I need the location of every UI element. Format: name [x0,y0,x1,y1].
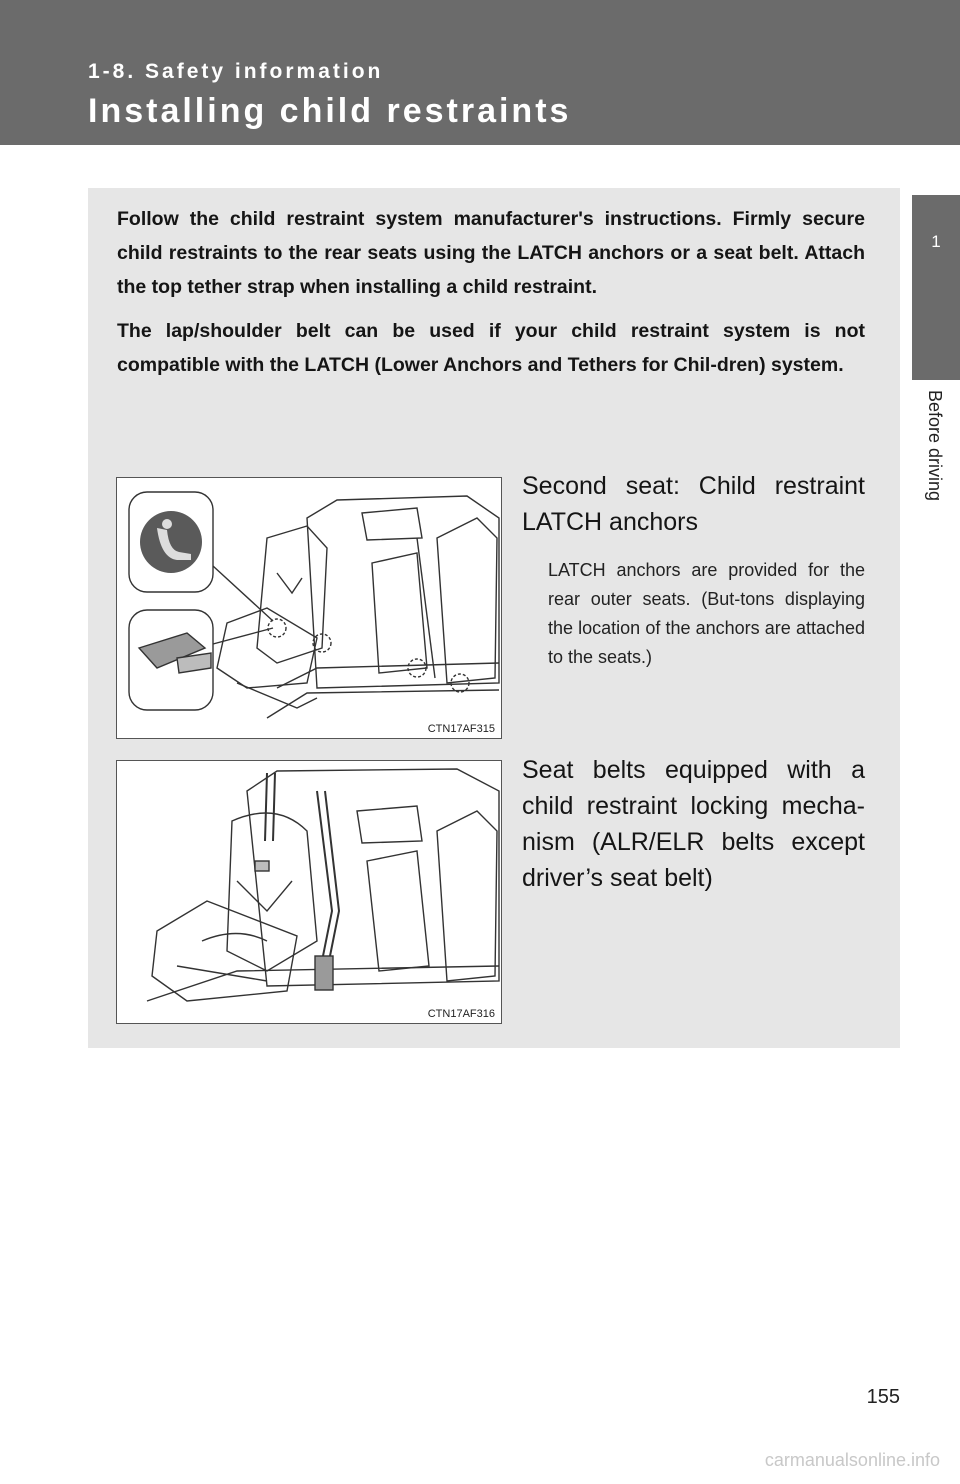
seat-belt-heading: Seat belts equipped with a child restraint locking mecha-nism (ALR/ELR belts except driver’s seat belt) [522,756,865,892]
intro-paragraph-2: The lap/shoulder belt can be used if your child restraint system is not compatible with the LATCH (Lower Anchors and Tethers for Chil-dren) system. [117,320,865,376]
page-number: 155 [866,1386,900,1408]
latch-anchors-figure [116,477,502,739]
chapter-label-text: Before driving [925,390,945,502]
figure-code: CTN17AF316 [427,1008,495,1020]
child-seat-anchor-icon [140,511,202,573]
latch-anchors-illustration [117,478,501,738]
seat-belt-illustration [117,761,501,1023]
chapter-label [912,390,960,550]
latch-anchors-heading: Second seat: Child restraint LATCH anchors [522,472,865,536]
seat-belt-figure [116,760,502,1024]
watermark: carmanualsonline.info [764,1450,940,1470]
chapter-number: 1 [931,232,941,251]
intro-paragraph-1: Follow the child restraint system manufacturer's instructions. Firmly secure child restraints to the rear seats using the LATCH anchors or a seat belt. Attach the top tether strap when installing a child restraint. [117,208,865,298]
chapter-tab [912,195,960,380]
section-label: 1-8. Safety information [88,60,384,83]
intro-text [117,202,865,392]
page-title: Installing child restraints [88,92,572,130]
figure-code: CTN17AF315 [427,723,495,735]
latch-anchors-description: LATCH anchors are provided for the rear outer seats. (But-tons displaying the location of the anchors are attached to the seats.) [548,560,865,667]
